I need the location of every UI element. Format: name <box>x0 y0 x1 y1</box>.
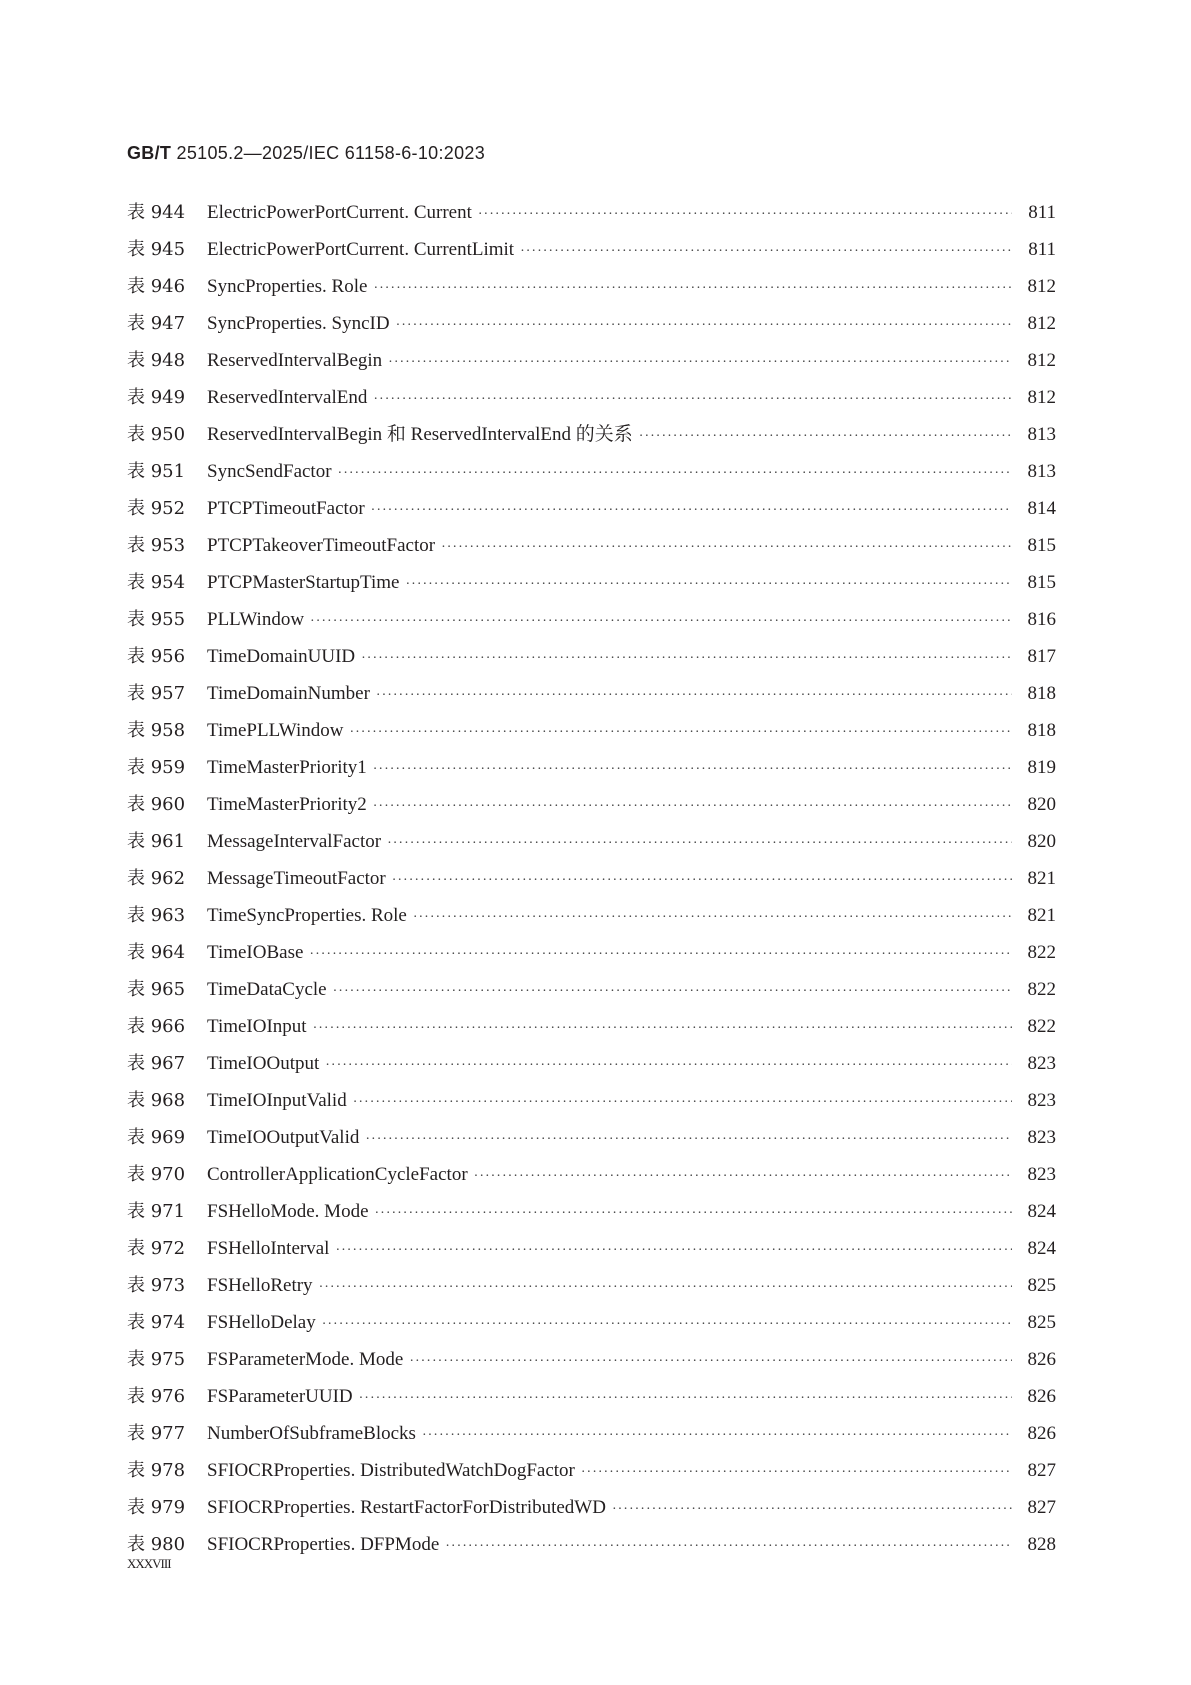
toc-dot-leader <box>373 788 1012 825</box>
toc-entry-number: 表 979 <box>127 1497 186 1518</box>
toc-entry-page: 821 <box>1027 905 1056 926</box>
toc-dot-leader <box>313 1010 1012 1047</box>
toc-dot-leader <box>325 1047 1012 1084</box>
page-header <box>127 143 485 164</box>
toc-dot-leader <box>373 270 1012 307</box>
toc-entry-title: FSHelloMode. Mode <box>207 1201 369 1222</box>
toc-entry-page: 820 <box>1027 831 1056 852</box>
toc-entry-number: 表 965 <box>127 979 186 1000</box>
toc-entry-title: FSParameterUUID <box>207 1386 353 1407</box>
toc-entry-title: SyncProperties. Role <box>207 276 368 297</box>
toc-entry-page: 826 <box>1027 1349 1056 1370</box>
toc-entry-title: TimeDataCycle <box>207 979 327 1000</box>
toc-entry-title: TimeIOBase <box>207 942 304 963</box>
toc-entry-page: 814 <box>1027 498 1056 519</box>
toc-entry-page: 812 <box>1027 387 1056 408</box>
toc-entry-page: 819 <box>1027 757 1056 778</box>
toc-entry-title: FSHelloRetry <box>207 1275 313 1296</box>
toc-entry-title: TimeIOOutput <box>207 1053 320 1074</box>
toc-dot-leader <box>478 196 1012 233</box>
toc-entry-page: 818 <box>1027 720 1056 741</box>
toc-entry-title: NumberOfSubframeBlocks <box>207 1423 416 1444</box>
toc-entry[interactable] <box>127 342 1056 379</box>
toc-entry[interactable] <box>127 934 1056 971</box>
toc-dot-leader <box>441 529 1012 566</box>
toc-entry-title: ReservedIntervalEnd <box>207 387 368 408</box>
toc-entry-number: 表 955 <box>127 609 186 630</box>
toc-entry-number: 表 978 <box>127 1460 186 1481</box>
toc-entry-title: FSHelloInterval <box>207 1238 330 1259</box>
toc-entry-title: SyncSendFactor <box>207 461 332 482</box>
toc-entry-number: 表 944 <box>127 202 186 223</box>
toc-entry-title: ControllerApplicationCycleFactor <box>207 1164 468 1185</box>
standard-prefix: GB/T <box>127 143 172 163</box>
toc-dot-leader <box>387 825 1012 862</box>
toc-entry-page: 826 <box>1027 1423 1056 1444</box>
toc-entry-title: MessageTimeoutFactor <box>207 868 386 889</box>
toc-dot-leader <box>392 862 1012 899</box>
toc-entry[interactable] <box>127 1341 1056 1378</box>
toc-entry-title: FSHelloDelay <box>207 1312 316 1333</box>
toc-entry-number: 表 961 <box>127 831 186 852</box>
toc-entry-page: 823 <box>1027 1127 1056 1148</box>
toc-entry-page: 827 <box>1027 1460 1056 1481</box>
toc-entry[interactable] <box>127 823 1056 860</box>
toc-entry-number: 表 967 <box>127 1053 186 1074</box>
toc-entry-number: 表 952 <box>127 498 186 519</box>
toc-entry-number: 表 974 <box>127 1312 186 1333</box>
toc-dot-leader <box>612 1491 1012 1528</box>
toc-entry-page: 813 <box>1027 424 1056 445</box>
toc-entry[interactable] <box>127 453 1056 490</box>
toc-entry[interactable] <box>127 490 1056 527</box>
toc-entry-page: 824 <box>1027 1238 1056 1259</box>
table-of-contents <box>127 194 1056 1563</box>
toc-entry-page: 824 <box>1027 1201 1056 1222</box>
toc-entry[interactable] <box>127 897 1056 934</box>
toc-dot-leader <box>359 1380 1012 1417</box>
toc-entry-page: 825 <box>1027 1312 1056 1333</box>
toc-entry-number: 表 960 <box>127 794 186 815</box>
toc-entry-number: 表 969 <box>127 1127 186 1148</box>
toc-dot-leader <box>639 418 1012 455</box>
toc-entry-title: ElectricPowerPortCurrent. CurrentLimit <box>207 239 515 260</box>
toc-entry[interactable] <box>127 1230 1056 1267</box>
toc-entry-page: 818 <box>1027 683 1056 704</box>
toc-entry-number: 表 971 <box>127 1201 186 1222</box>
toc-entry-number: 表 958 <box>127 720 186 741</box>
toc-entry[interactable] <box>127 268 1056 305</box>
toc-entry[interactable] <box>127 305 1056 342</box>
toc-dot-leader <box>373 381 1012 418</box>
toc-entry[interactable] <box>127 638 1056 675</box>
toc-entry[interactable] <box>127 601 1056 638</box>
toc-entry[interactable] <box>127 379 1056 416</box>
toc-entry-page: 823 <box>1027 1164 1056 1185</box>
toc-entry-number: 表 977 <box>127 1423 186 1444</box>
toc-entry-page: 823 <box>1027 1053 1056 1074</box>
toc-entry-number: 表 956 <box>127 646 186 667</box>
toc-entry-title: TimeIOInputValid <box>207 1090 347 1111</box>
toc-entry[interactable] <box>127 1119 1056 1156</box>
toc-entry-page: 825 <box>1027 1275 1056 1296</box>
toc-entry-number: 表 972 <box>127 1238 186 1259</box>
toc-entry-title: SFIOCRProperties. DFPMode <box>207 1534 440 1555</box>
toc-dot-leader <box>335 1232 1012 1269</box>
toc-entry-title: PTCPTakeoverTimeoutFactor <box>207 535 436 556</box>
toc-entry-title: PTCPMasterStartupTime <box>207 572 400 593</box>
toc-entry[interactable] <box>127 527 1056 564</box>
toc-dot-leader <box>349 714 1012 751</box>
toc-entry-title: ReservedIntervalBegin <box>207 350 383 371</box>
toc-entry-title: SFIOCRProperties. RestartFactorForDistributedWD <box>207 1497 606 1518</box>
toc-entry-page: 811 <box>1028 239 1056 260</box>
toc-entry-title: TimeDomainUUID <box>207 646 356 667</box>
toc-entry-page: 827 <box>1027 1497 1056 1518</box>
toc-entry-page: 821 <box>1027 868 1056 889</box>
toc-entry-number: 表 959 <box>127 757 186 778</box>
toc-entry-number: 表 980 <box>127 1534 186 1555</box>
toc-entry-number: 表 973 <box>127 1275 186 1296</box>
toc-entry[interactable] <box>127 416 1056 453</box>
toc-entry[interactable] <box>127 564 1056 601</box>
toc-entry-number: 表 970 <box>127 1164 186 1185</box>
toc-entry-number: 表 975 <box>127 1349 186 1370</box>
toc-entry-title: TimeMasterPriority1 <box>207 757 367 778</box>
toc-dot-leader <box>333 973 1012 1010</box>
toc-entry-number: 表 947 <box>127 313 186 334</box>
toc-entry-title: PTCPTimeoutFactor <box>207 498 365 519</box>
toc-entry[interactable] <box>127 1415 1056 1452</box>
toc-entry[interactable] <box>127 1008 1056 1045</box>
toc-entry[interactable] <box>127 786 1056 823</box>
toc-dot-leader <box>310 603 1012 640</box>
toc-dot-leader <box>413 899 1012 936</box>
toc-dot-leader <box>520 233 1012 270</box>
toc-entry-title: TimeSyncProperties. Role <box>207 905 407 926</box>
toc-entry-title: MessageIntervalFactor <box>207 831 382 852</box>
toc-dot-leader <box>388 344 1012 381</box>
toc-dot-leader <box>474 1158 1012 1195</box>
toc-entry-page: 822 <box>1027 942 1056 963</box>
toc-entry-title: TimeDomainNumber <box>207 683 370 704</box>
toc-entry-number: 表 945 <box>127 239 186 260</box>
toc-entry-number: 表 951 <box>127 461 186 482</box>
toc-dot-leader <box>375 1195 1013 1232</box>
toc-entry-page: 812 <box>1027 276 1056 297</box>
toc-entry-page: 812 <box>1027 350 1056 371</box>
toc-entry-page: 828 <box>1027 1534 1056 1555</box>
toc-dot-leader <box>371 492 1012 529</box>
toc-entry[interactable] <box>127 1378 1056 1415</box>
toc-entry[interactable] <box>127 1045 1056 1082</box>
toc-dot-leader <box>373 751 1012 788</box>
toc-entry[interactable] <box>127 1304 1056 1341</box>
toc-dot-leader <box>406 566 1013 603</box>
toc-entry-title: ElectricPowerPortCurrent. Current <box>207 202 472 223</box>
toc-entry-page: 822 <box>1027 979 1056 1000</box>
toc-entry-number: 表 966 <box>127 1016 186 1037</box>
toc-entry-number: 表 954 <box>127 572 186 593</box>
toc-entry[interactable] <box>127 1489 1056 1526</box>
toc-dot-leader <box>322 1306 1012 1343</box>
toc-entry[interactable] <box>127 1452 1056 1489</box>
toc-dot-leader <box>396 307 1012 344</box>
toc-entry[interactable] <box>127 194 1056 231</box>
toc-entry[interactable] <box>127 1193 1056 1230</box>
toc-dot-leader <box>376 677 1012 714</box>
toc-entry-page: 817 <box>1027 646 1056 667</box>
toc-entry-title: FSParameterMode. Mode <box>207 1349 404 1370</box>
toc-entry[interactable] <box>127 1267 1056 1304</box>
toc-dot-leader <box>361 640 1012 677</box>
toc-entry-title: SFIOCRProperties. DistributedWatchDogFactor <box>207 1460 575 1481</box>
toc-entry-page: 813 <box>1027 461 1056 482</box>
toc-entry-number: 表 950 <box>127 424 186 445</box>
toc-dot-leader <box>338 455 1012 492</box>
toc-entry-title: TimeMasterPriority2 <box>207 794 367 815</box>
toc-dot-leader <box>353 1084 1012 1121</box>
toc-entry-page: 822 <box>1027 1016 1056 1037</box>
toc-entry-number: 表 946 <box>127 276 186 297</box>
toc-dot-leader <box>581 1454 1012 1491</box>
toc-entry[interactable] <box>127 712 1056 749</box>
toc-entry-title: TimeIOInput <box>207 1016 307 1037</box>
toc-entry-page: 815 <box>1027 572 1056 593</box>
toc-entry-page: 816 <box>1027 609 1056 630</box>
toc-entry-number: 表 948 <box>127 350 186 371</box>
toc-entry[interactable] <box>127 971 1056 1008</box>
toc-entry[interactable] <box>127 675 1056 712</box>
toc-dot-leader <box>422 1417 1012 1454</box>
toc-entry-page: 820 <box>1027 794 1056 815</box>
toc-entry[interactable] <box>127 1082 1056 1119</box>
toc-dot-leader <box>445 1528 1012 1565</box>
toc-entry[interactable] <box>127 1526 1056 1563</box>
page-number: XXXVIII <box>127 1556 171 1571</box>
toc-entry-page: 826 <box>1027 1386 1056 1407</box>
toc-entry-number: 表 957 <box>127 683 186 704</box>
toc-entry-page: 823 <box>1027 1090 1056 1111</box>
toc-entry-number: 表 963 <box>127 905 186 926</box>
toc-entry-title: PLLWindow <box>207 609 305 630</box>
toc-entry-number: 表 976 <box>127 1386 186 1407</box>
toc-entry-number: 表 949 <box>127 387 186 408</box>
standard-number: 25105.2—2025/IEC 61158-6-10:2023 <box>176 143 486 163</box>
toc-entry-title: TimePLLWindow <box>207 720 344 741</box>
toc-entry[interactable] <box>127 1156 1056 1193</box>
toc-entry-title: SyncProperties. SyncID <box>207 313 390 334</box>
toc-entry-number: 表 964 <box>127 942 186 963</box>
toc-entry-page: 812 <box>1027 313 1056 334</box>
toc-entry[interactable] <box>127 231 1056 268</box>
toc-entry-number: 表 968 <box>127 1090 186 1111</box>
toc-entry-number: 表 953 <box>127 535 186 556</box>
toc-entry-title: ReservedIntervalBegin 和 ReservedIntervalEnd 的关系 <box>207 424 633 445</box>
toc-dot-leader <box>409 1343 1012 1380</box>
toc-entry-number: 表 962 <box>127 868 186 889</box>
toc-entry[interactable] <box>127 749 1056 786</box>
toc-dot-leader <box>309 936 1012 973</box>
toc-dot-leader <box>365 1121 1012 1158</box>
toc-entry-page: 811 <box>1028 202 1056 223</box>
toc-entry-title: TimeIOOutputValid <box>207 1127 360 1148</box>
toc-entry[interactable] <box>127 860 1056 897</box>
toc-dot-leader <box>319 1269 1012 1306</box>
toc-entry-page: 815 <box>1027 535 1056 556</box>
